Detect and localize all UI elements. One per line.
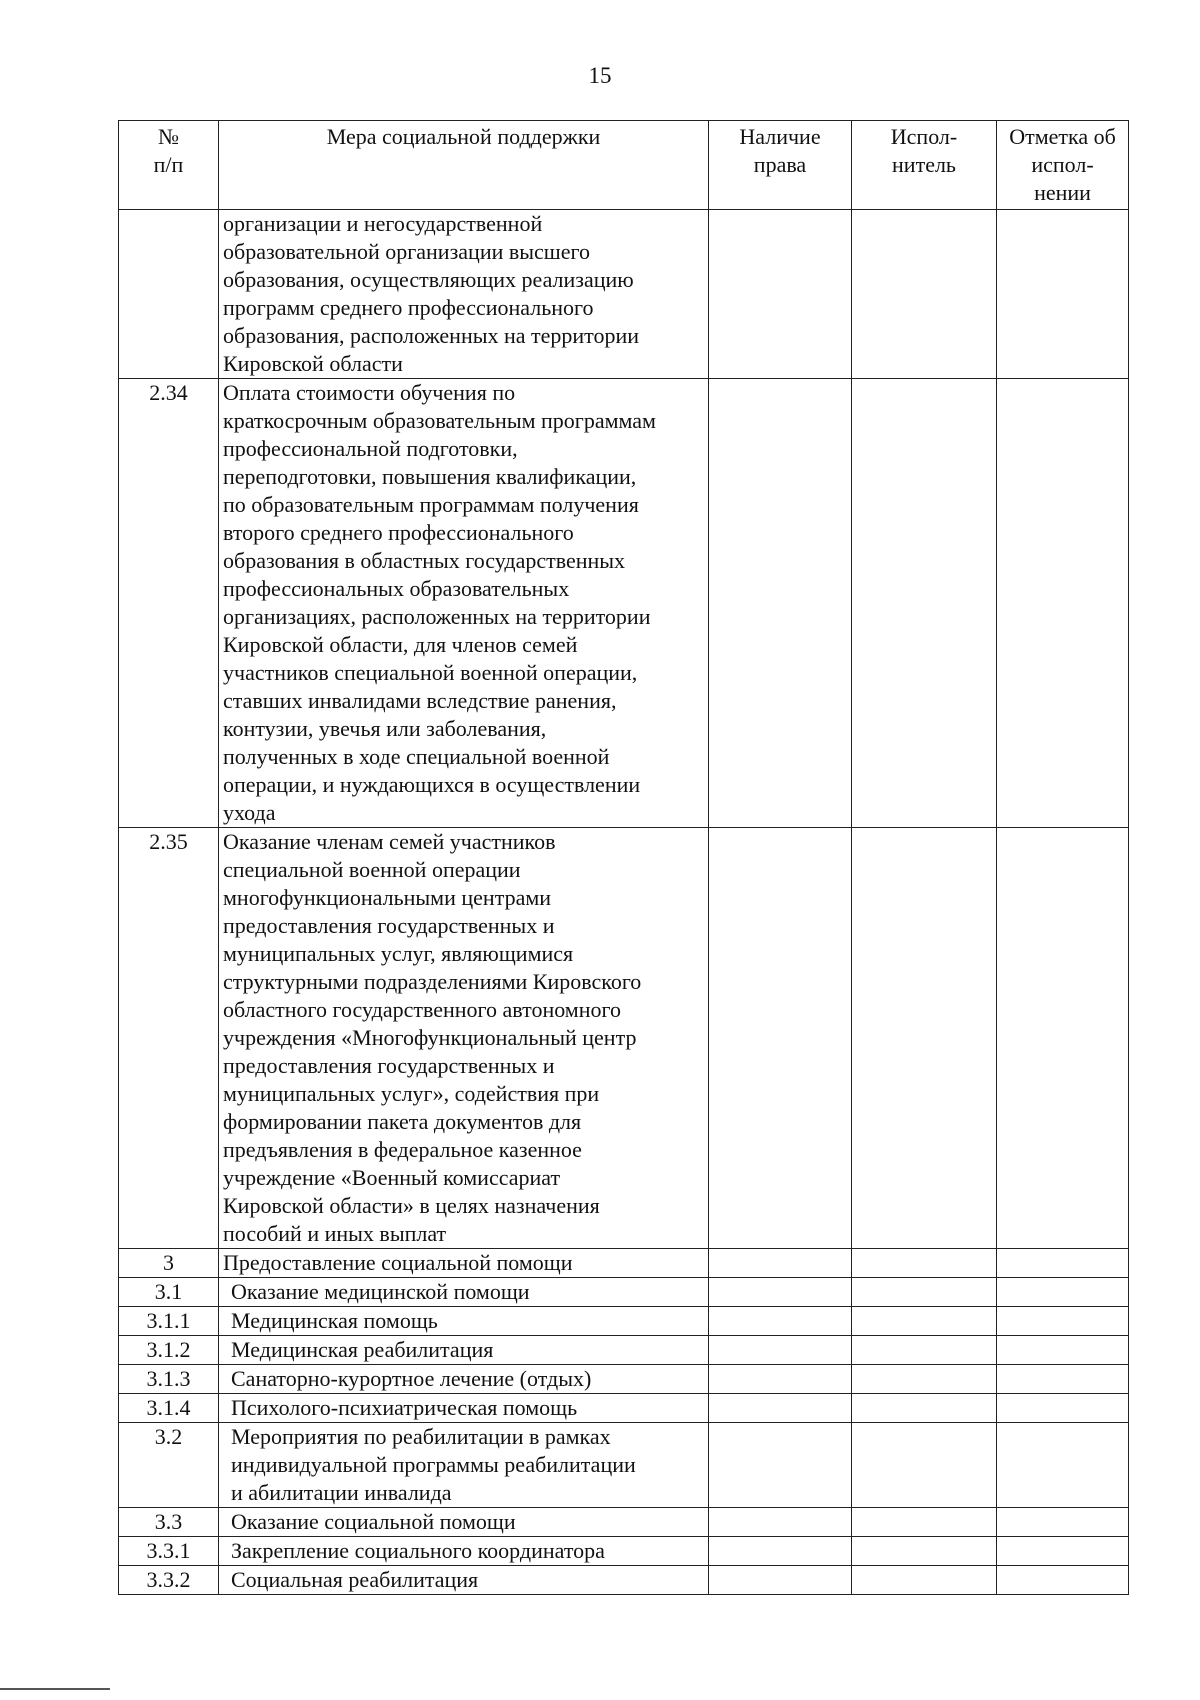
row-executor-cell <box>852 1307 997 1336</box>
row-executor-cell <box>852 1249 997 1278</box>
table-row <box>119 210 1129 379</box>
table-row <box>119 1336 1129 1365</box>
support-measures-table <box>118 120 1129 1595</box>
row-right-cell <box>709 1365 852 1394</box>
row-number: 3.1 <box>119 1278 219 1307</box>
row-mark-cell <box>997 1249 1129 1278</box>
row-measure: Оказание социальной помощи <box>219 1508 709 1537</box>
table-row <box>119 1508 1129 1537</box>
page-number: 15 <box>588 63 612 88</box>
row-executor-cell <box>852 828 997 1249</box>
row-right-cell <box>709 1307 852 1336</box>
row-number: 3.1.1 <box>119 1307 219 1336</box>
header-num: № п/п <box>119 121 219 210</box>
row-executor-cell <box>852 1537 997 1566</box>
row-executor-cell <box>852 1566 997 1595</box>
row-mark-cell <box>997 1423 1129 1508</box>
row-right-cell <box>709 379 852 828</box>
row-mark-cell <box>997 1278 1129 1307</box>
table-row <box>119 828 1129 1249</box>
row-measure: Санаторно-курортное лечение (отдых) <box>219 1365 709 1394</box>
row-executor-cell <box>852 210 997 379</box>
row-executor-cell <box>852 1365 997 1394</box>
row-measure: организации и негосударственной образовательной организации высшего образования, осуществляющих реализацию программ среднего профессионального образования, расположенных на территории Кировской области <box>219 210 709 379</box>
row-mark-cell <box>997 1537 1129 1566</box>
row-right-cell <box>709 828 852 1249</box>
scan-edge-mark <box>0 1688 110 1690</box>
row-number: 2.34 <box>119 379 219 828</box>
table-row <box>119 1307 1129 1336</box>
row-right-cell <box>709 1249 852 1278</box>
row-mark-cell <box>997 1566 1129 1595</box>
row-mark-cell <box>997 828 1129 1249</box>
row-number: 3.2 <box>119 1423 219 1508</box>
table-header-row <box>119 121 1129 210</box>
row-executor-cell <box>852 1278 997 1307</box>
table-row <box>119 1278 1129 1307</box>
row-executor-cell <box>852 1336 997 1365</box>
row-right-cell <box>709 1423 852 1508</box>
row-measure: Психолого-психиатрическая помощь <box>219 1394 709 1423</box>
row-measure: Оплата стоимости обучения по краткосрочным образовательным программам профессиональной подготовки, переподготовки, повышения квалификации, по образовательным программам получения второго среднего профессионального образования в областных государственных профессиональных образовательных организациях, расположенных на территории Кировской области, для членов семей участников специальной военной операции, ставших инвалидами вследствие ранения, контузии, увечья или заболевания, полученных в ходе специальной военной операции, и нуждающихся в осуществлении ухода <box>219 379 709 828</box>
row-right-cell <box>709 210 852 379</box>
header-executor: Испол- нитель <box>852 121 997 210</box>
row-measure: Социальная реабилитация <box>219 1566 709 1595</box>
table-row <box>119 379 1129 828</box>
table-row <box>119 1249 1129 1278</box>
row-mark-cell <box>997 1307 1129 1336</box>
row-right-cell <box>709 1508 852 1537</box>
table-row <box>119 1423 1129 1508</box>
row-number <box>119 210 219 379</box>
row-number: 2.35 <box>119 828 219 1249</box>
row-right-cell <box>709 1537 852 1566</box>
row-mark-cell <box>997 1336 1129 1365</box>
row-measure: Медицинская помощь <box>219 1307 709 1336</box>
table-row <box>119 1566 1129 1595</box>
row-number: 3 <box>119 1249 219 1278</box>
row-measure: Оказание медицинской помощи <box>219 1278 709 1307</box>
row-number: 3.1.2 <box>119 1336 219 1365</box>
row-executor-cell <box>852 1423 997 1508</box>
row-measure: Предоставление социальной помощи <box>219 1249 709 1278</box>
table-row <box>119 1394 1129 1423</box>
row-number: 3.3.1 <box>119 1537 219 1566</box>
row-mark-cell <box>997 1394 1129 1423</box>
header-measure: Мера социальной поддержки <box>219 121 709 210</box>
table-row <box>119 1537 1129 1566</box>
header-mark: Отметка об испол- нении <box>997 121 1129 210</box>
row-executor-cell <box>852 1394 997 1423</box>
row-number: 3.1.4 <box>119 1394 219 1423</box>
row-measure: Оказание членам семей участников специальной военной операции многофункциональными центрами предоставления государственных и муниципальных услуг, являющимися структурными подразделениями Кировского областного государственного автономного учреждения «Многофункциональный центр предоставления государственных и муниципальных услуг», содействия при формировании пакета документов для предъявления в федеральное казенное учреждение «Военный комиссариат Кировской области» в целях назначения пособий и иных выплат <box>219 828 709 1249</box>
row-measure: Мероприятия по реабилитации в рамках индивидуальной программы реабилитации и абилитации инвалида <box>219 1423 709 1508</box>
row-number: 3.1.3 <box>119 1365 219 1394</box>
row-mark-cell <box>997 379 1129 828</box>
row-right-cell <box>709 1278 852 1307</box>
row-executor-cell <box>852 379 997 828</box>
row-measure: Закрепление социального координатора <box>219 1537 709 1566</box>
row-measure: Медицинская реабилитация <box>219 1336 709 1365</box>
row-right-cell <box>709 1394 852 1423</box>
row-right-cell <box>709 1566 852 1595</box>
row-mark-cell <box>997 1508 1129 1537</box>
header-right: Наличие права <box>709 121 852 210</box>
row-right-cell <box>709 1336 852 1365</box>
row-mark-cell <box>997 210 1129 379</box>
row-number: 3.3 <box>119 1508 219 1537</box>
table-row <box>119 1365 1129 1394</box>
row-mark-cell <box>997 1365 1129 1394</box>
row-executor-cell <box>852 1508 997 1537</box>
row-number: 3.3.2 <box>119 1566 219 1595</box>
